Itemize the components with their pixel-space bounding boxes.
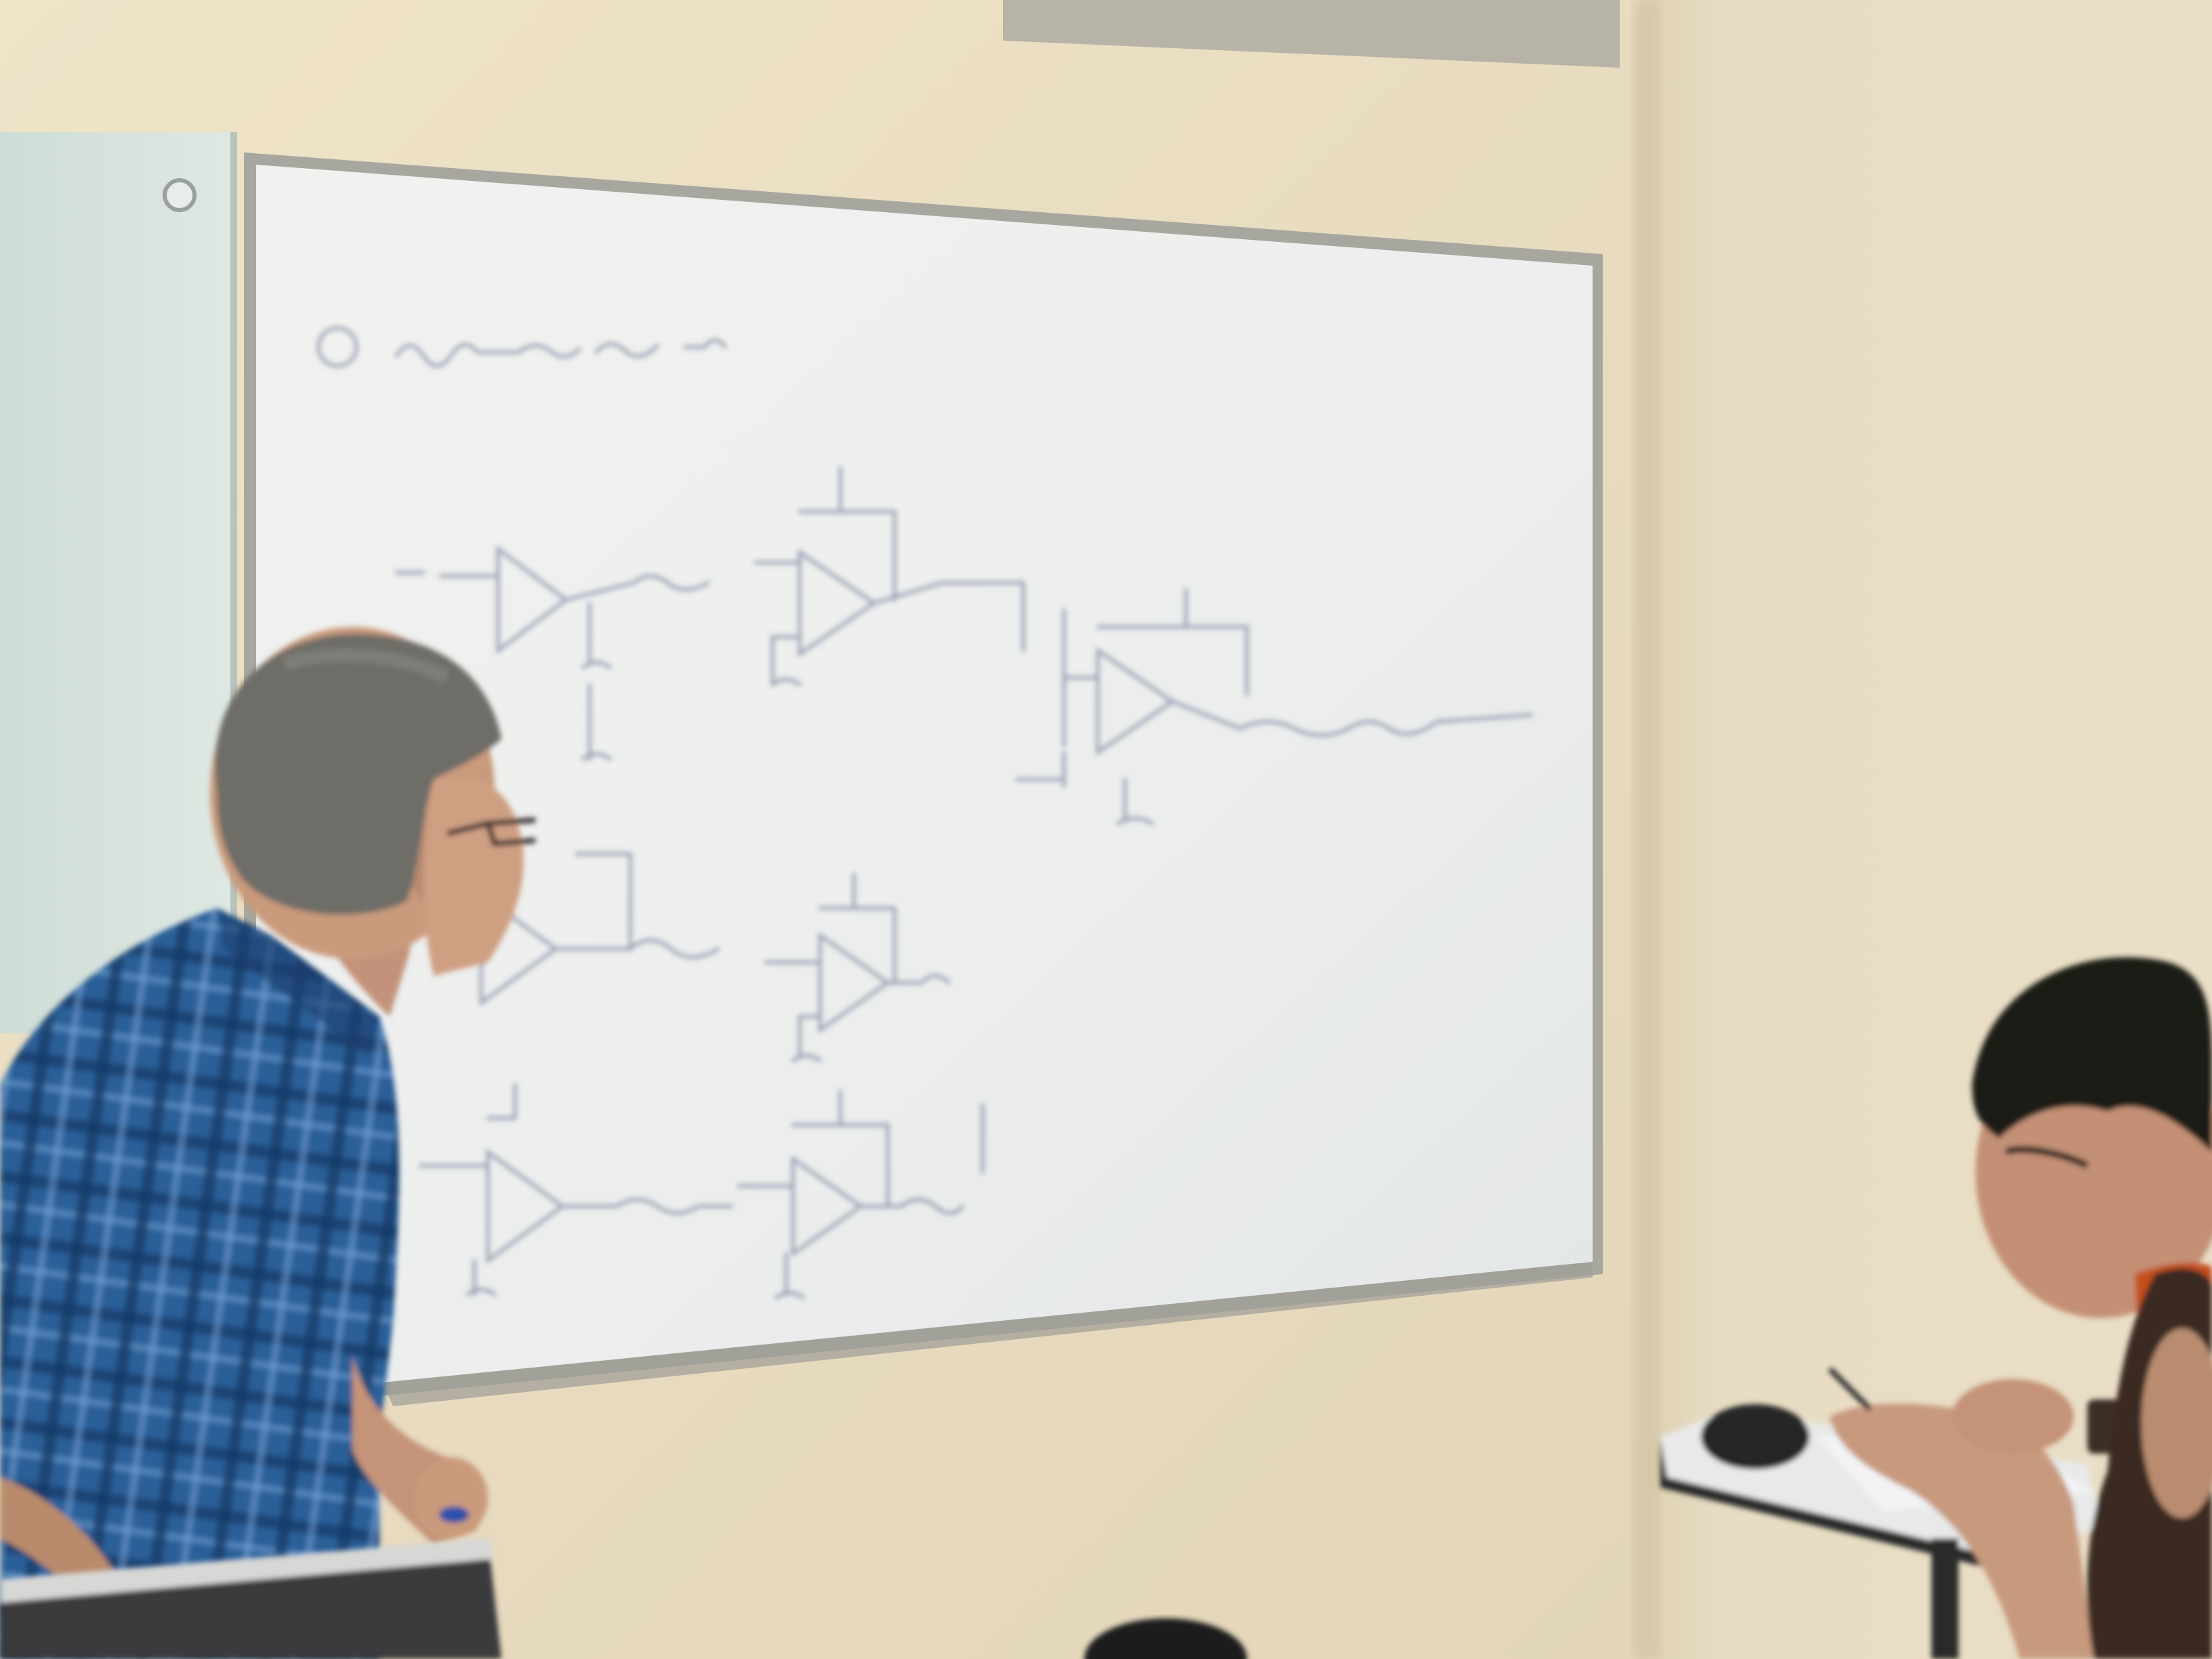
desk-object [1701,1404,1809,1469]
student-hand [1952,1379,2074,1454]
wall-corner-shadow [1633,0,1660,1659]
desk-leg [1931,1538,1959,1659]
teacher-hand [413,1457,488,1538]
glass-panel [0,132,234,1033]
marker [439,1507,469,1523]
panel-screw [165,180,194,210]
